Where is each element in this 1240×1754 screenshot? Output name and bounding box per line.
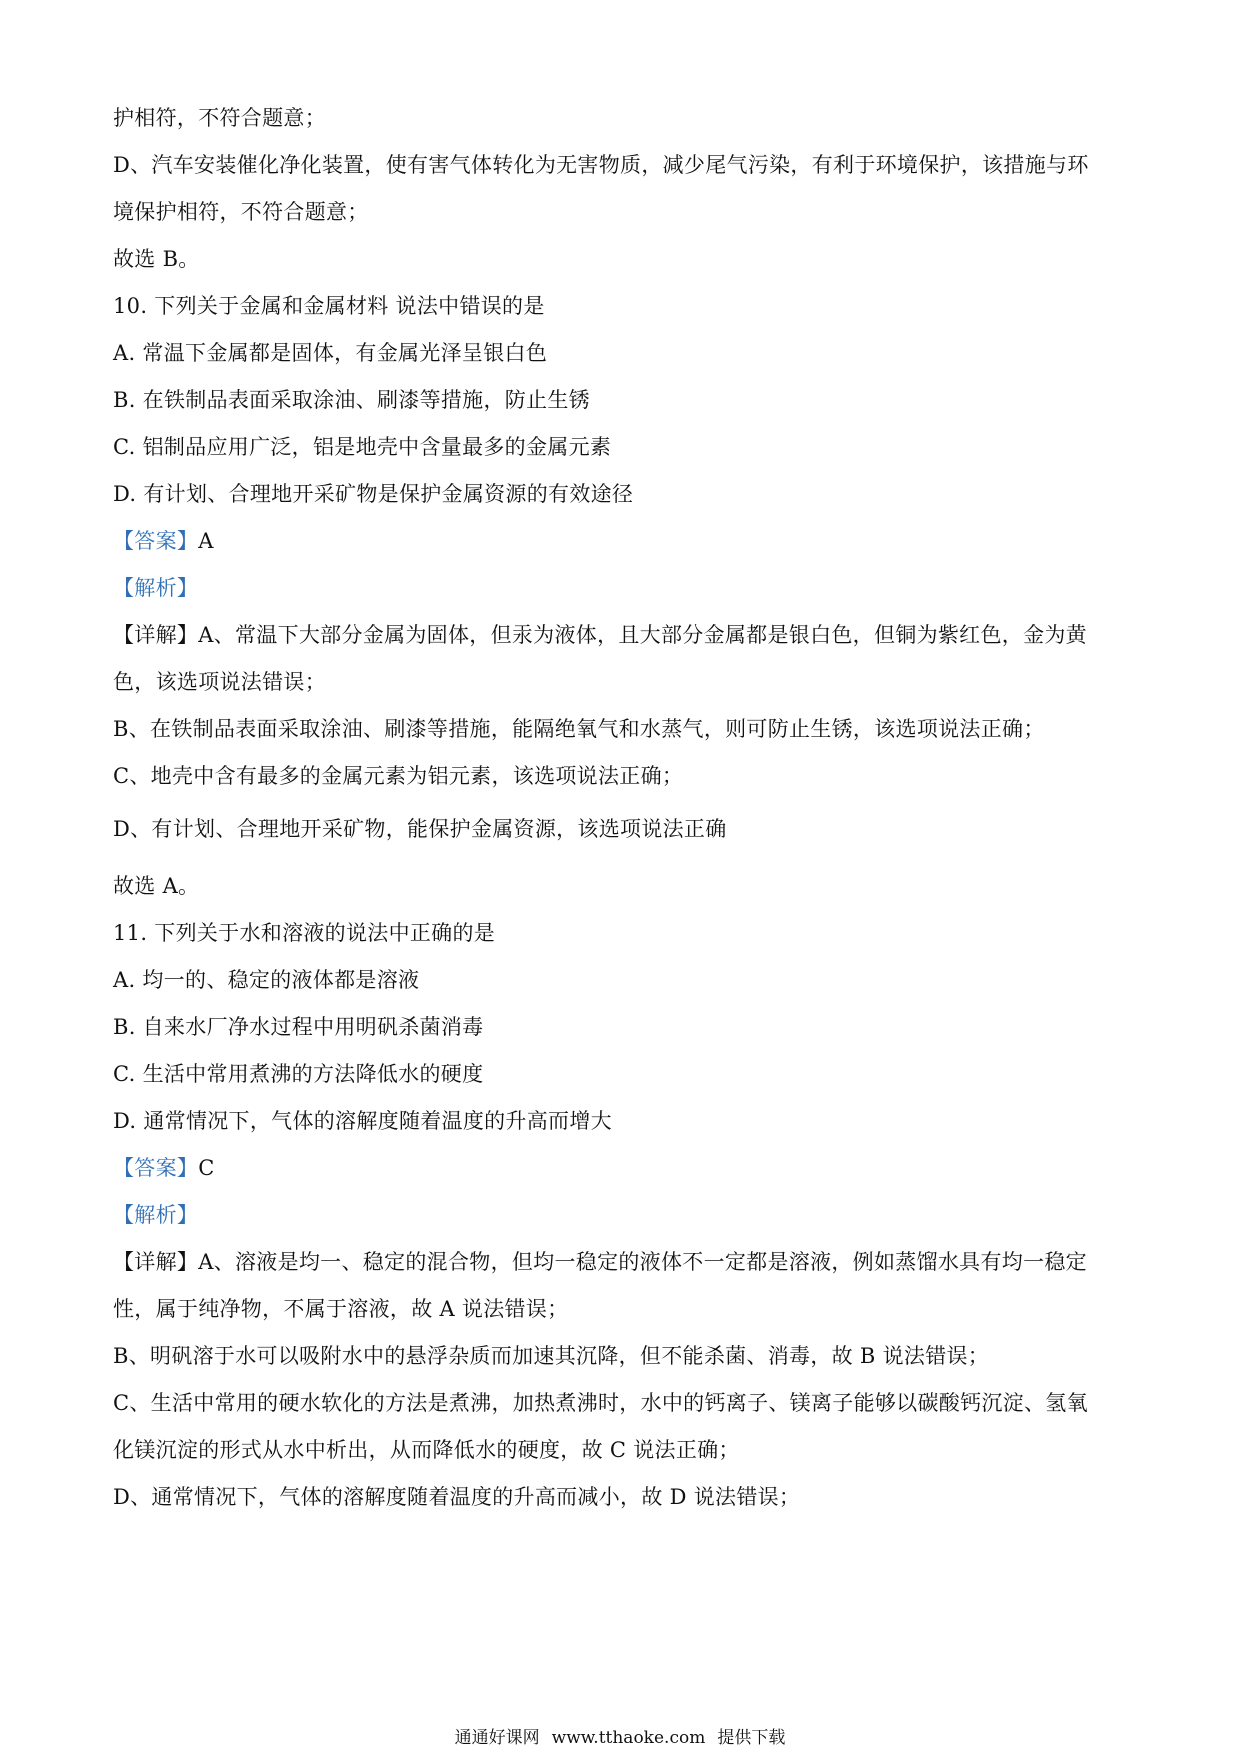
detail-tag: 【详解】 (113, 623, 199, 647)
footer-note: 提供下载 (717, 1728, 786, 1748)
question-11-option-d: D. 通常情况下，气体的溶解度随着温度的升高而增大 (113, 1109, 612, 1133)
footer-url[interactable]: www.tthaoke.com (551, 1728, 706, 1748)
question-10-option-a: A. 常温下金属都是固体，有金属光泽呈银白色 (113, 341, 548, 365)
question-10-detail-line: C、地壳中含有最多的金属元素为铝元素，该选项说法正确； (113, 764, 684, 788)
question-11-analysis-tag (113, 1200, 1123, 1230)
detail-tag: 【详解】 (113, 1250, 199, 1274)
text-line: 护相符，不符合题意； (113, 106, 326, 130)
question-11-option-b: B. 自来水厂净水过程中用明矾杀菌消毒 (113, 1015, 484, 1039)
question-10-option-b: B. 在铁制品表面采取涂油、刷漆等措施，防止生锈 (113, 388, 590, 412)
detail-text: A、溶液是均一、稳定的混合物，但均一稳定的液体不一定都是溶液，例如蒸馏水具有均一稳定 (198, 1250, 1087, 1274)
question-10-detail-line: 色，该选项说法错误； (113, 670, 326, 694)
answer-tag: 【答案】 (113, 1156, 199, 1180)
analysis-tag: 【解析】 (113, 576, 199, 600)
question-11-detail-line (113, 1247, 1123, 1277)
answer-value: C (198, 1156, 215, 1180)
question-10-detail-line: D、有计划、合理地开采矿物，能保护金属资源，该选项说法正确 (113, 817, 727, 841)
text-line: 故选 B。 (113, 247, 200, 271)
footer-site-name: 通通好课网 (454, 1728, 540, 1748)
text-line: 境保护相符，不符合题意； (113, 200, 369, 224)
question-10-detail-line (113, 620, 1123, 650)
question-11-option-c: C. 生活中常用煮沸的方法降低水的硬度 (113, 1062, 484, 1086)
question-11-stem: 11. 下列关于水和溶液的说法中正确的是 (113, 921, 496, 945)
answer-tag: 【答案】 (113, 529, 199, 553)
analysis-tag: 【解析】 (113, 1203, 199, 1227)
question-11-detail-line: B、明矾溶于水可以吸附水中的悬浮杂质而加速其沉降，但不能杀菌、消毒，故 B 说法错误； (113, 1344, 990, 1368)
question-11-detail-line: 性，属于纯净物，不属于溶液，故 A 说法错误； (113, 1297, 569, 1321)
question-11-detail-line: D、通常情况下，气体的溶解度随着温度的升高而减小，故 D 说法错误； (113, 1485, 801, 1509)
answer-value: A (198, 529, 214, 553)
question-10-option-c: C. 铝制品应用广泛，铝是地壳中含量最多的金属元素 (113, 435, 612, 459)
question-11-option-a: A. 均一的、稳定的液体都是溶液 (113, 968, 420, 992)
question-10-analysis-tag (113, 573, 1123, 603)
question-10-detail-line: B、在铁制品表面采取涂油、刷漆等措施，能隔绝氧气和水蒸气，则可防止生锈，该选项说法正确； (113, 717, 1045, 741)
question-10-conclusion: 故选 A。 (113, 874, 200, 898)
question-10-stem: 10. 下列关于金属和金属材料 说法中错误的是 (113, 294, 545, 318)
question-11-answer (113, 1153, 1123, 1183)
question-11-detail-line: 化镁沉淀的形式从水中析出，从而降低水的硬度，故 C 说法正确； (113, 1438, 740, 1462)
page-footer (0, 1726, 1240, 1750)
text-line: D、汽车安装催化净化装置，使有害气体转化为无害物质，减少尾气污染，有利于环境保护，该措施与环 (113, 153, 1089, 177)
question-10-option-d: D. 有计划、合理地开采矿物是保护金属资源的有效途径 (113, 482, 634, 506)
question-11-detail-line: C、生活中常用的硬水软化的方法是煮沸，加热煮沸时，水中的钙离子、镁离子能够以碳酸钙沉淀、氢氧 (113, 1391, 1088, 1415)
question-10-answer (113, 526, 1123, 556)
detail-text: A、常温下大部分金属为固体，但汞为液体，且大部分金属都是银白色，但铜为紫红色，金为黄 (198, 623, 1087, 647)
